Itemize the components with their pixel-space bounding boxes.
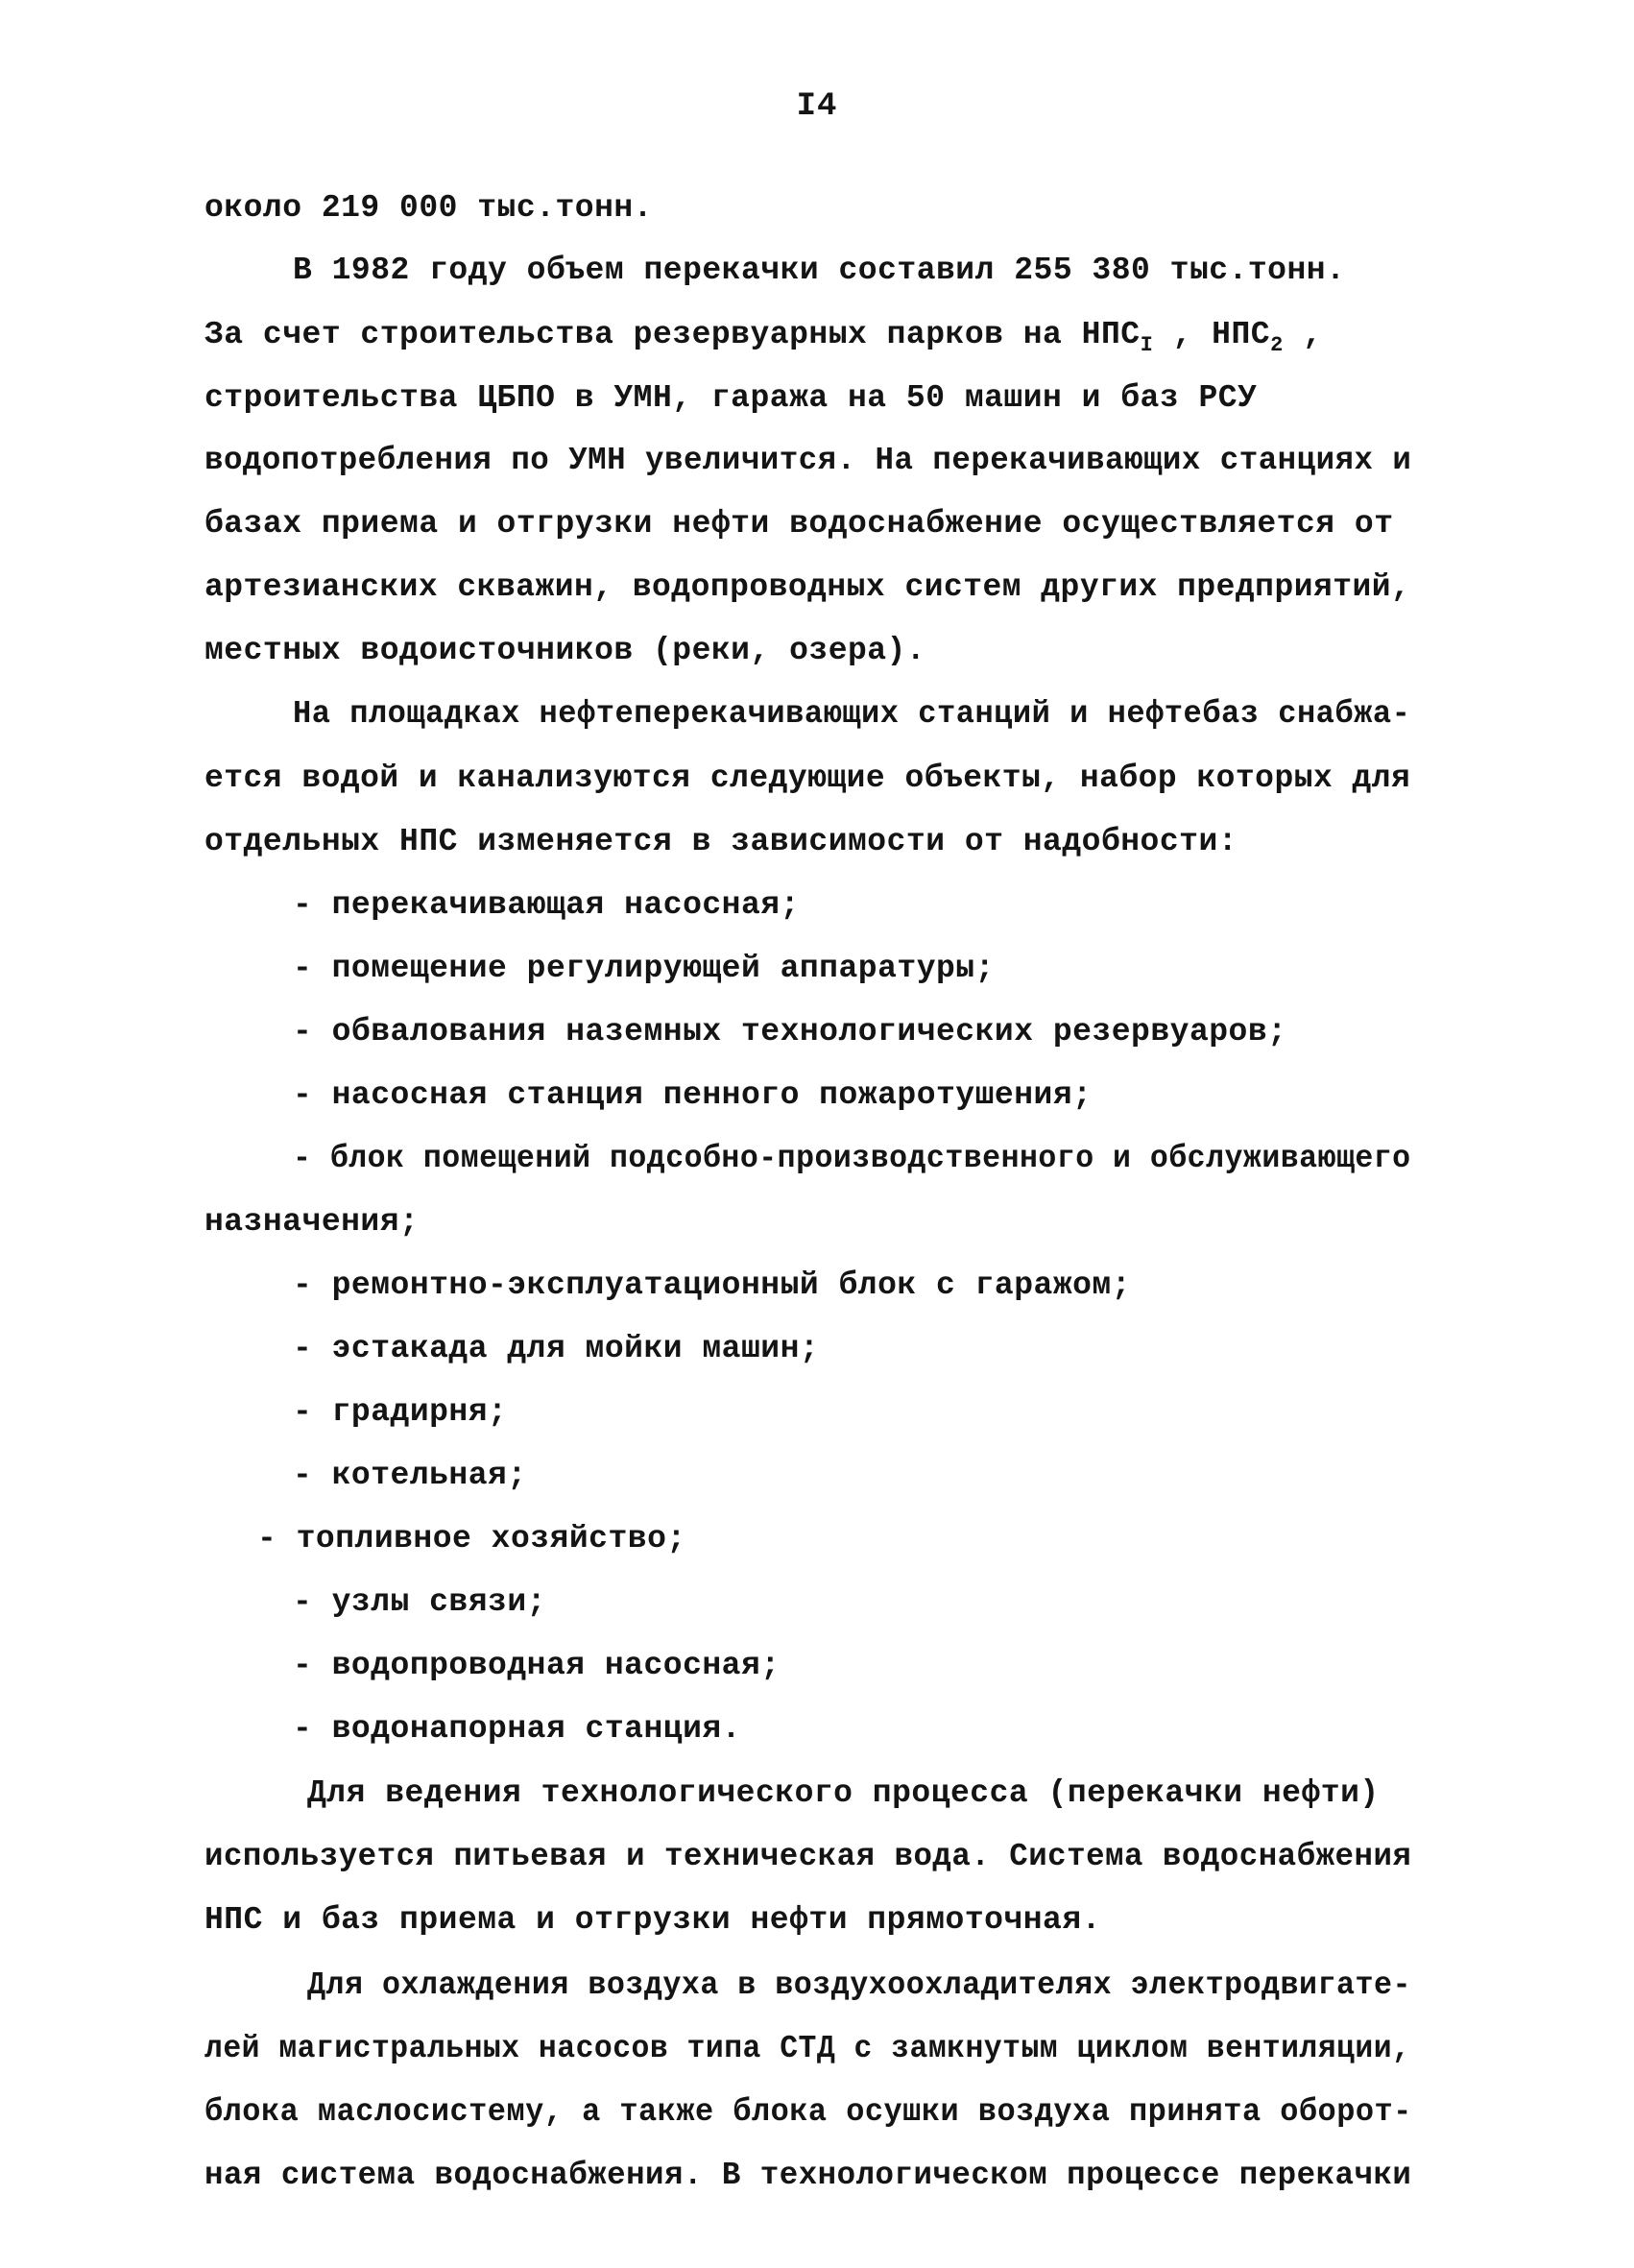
- text-line: лей магистральных насосов типа СТД с замкнутым циклом вентиляции,: [204, 2031, 1411, 2066]
- text-line-middle: , НПС: [1153, 317, 1271, 352]
- list-item: - топливное хозяйство;: [257, 1521, 686, 1556]
- list-item: - градирня;: [293, 1394, 508, 1430]
- list-item: - узлы связи;: [293, 1584, 546, 1620]
- text-line: В 1982 году объем перекачки составил 255 380 тыс.тонн.: [293, 253, 1346, 288]
- text-line: ется водой и канализуются следующие объекты, набор которых для: [204, 760, 1411, 796]
- text-line: строительства ЦБПО в УМН, гаража на 50 машин и баз РСУ: [204, 380, 1258, 416]
- list-item: - котельная;: [293, 1458, 527, 1493]
- text-line: используется питьевая и техническая вода. Система водоснабжения: [204, 1839, 1412, 1874]
- text-line: около 219 000 тыс.тонн.: [204, 190, 653, 226]
- text-line: артезианских скважин, водопроводных систем других предприятий,: [204, 569, 1411, 605]
- text-line: отдельных НПС изменяется в зависимости от надобности:: [204, 824, 1238, 859]
- subscript: 2: [1270, 333, 1284, 357]
- text-line-start: За счет строительства резервуарных парков на НПС: [204, 317, 1141, 352]
- list-item: - ремонтно-эксплуатационный блок с гаражом;: [293, 1267, 1132, 1303]
- list-item: - помещение регулирующей аппаратуры;: [293, 951, 995, 986]
- list-item: - обвалования наземных технологических резервуаров;: [293, 1014, 1287, 1050]
- list-item: - водопроводная насосная;: [293, 1648, 781, 1683]
- text-line: Для охлаждения воздуха в воздухоохладителях электродвигате-: [307, 1967, 1411, 2003]
- text-line: Для ведения технологического процесса (перекачки нефти): [307, 1775, 1380, 1811]
- list-item: - эстакада для мойки машин;: [293, 1331, 820, 1366]
- subscript: I: [1140, 333, 1154, 357]
- text-line: местных водоисточников (реки, озера).: [204, 633, 926, 668]
- list-item: - насосная станция пенного пожаротушения;: [293, 1077, 1093, 1113]
- page-number: I4: [796, 88, 838, 125]
- list-item: - перекачивающая насосная;: [293, 887, 800, 923]
- list-item: - водонапорная станция.: [293, 1711, 741, 1747]
- text-line-with-subscripts: [204, 316, 1323, 357]
- text-line: На площадках нефтеперекачивающих станций и нефтебаз снабжа-: [293, 696, 1411, 732]
- text-line: ная система водоснабжения. В технологическом процессе перекачки: [204, 2158, 1412, 2193]
- text-line: НПС и баз приема и отгрузки нефти прямоточная.: [204, 1902, 1101, 1938]
- text-line-tail: ,: [1283, 317, 1323, 352]
- text-line: блока маслосистему, а также блока осушки воздуха принята оборот-: [204, 2094, 1412, 2130]
- text-line: водопотребления по УМН увеличится. На перекачивающих станциях и: [204, 443, 1412, 478]
- list-item-continuation: назначения;: [204, 1204, 420, 1240]
- text-line: базах приема и отгрузки нефти водоснабжение осуществляется от: [204, 506, 1394, 542]
- list-item: - блок помещений подсобно-производственного и обслуживающего: [293, 1141, 1411, 1176]
